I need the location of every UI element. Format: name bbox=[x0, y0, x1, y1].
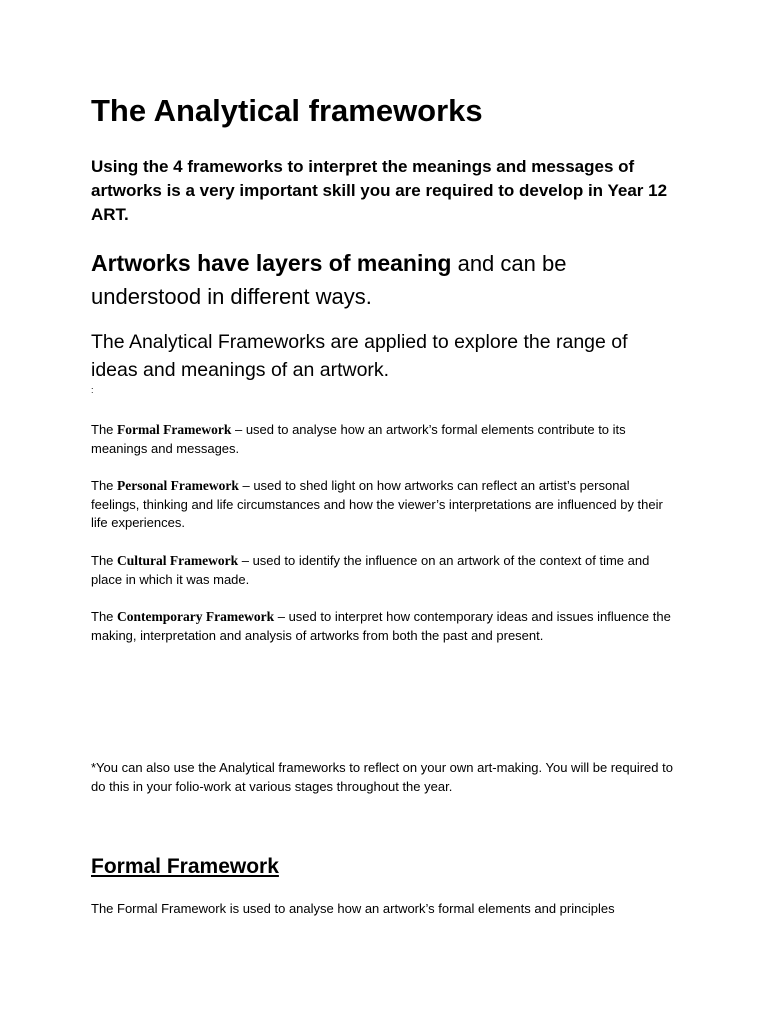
framework-prefix: The bbox=[91, 609, 118, 624]
framework-prefix: The bbox=[91, 478, 118, 493]
page-title: The Analytical frameworks bbox=[91, 93, 483, 128]
framework-name: Cultural Framework bbox=[117, 553, 239, 568]
formal-framework-intro: The Formal Framework is used to analyse how an artwork’s formal elements and principles bbox=[91, 901, 615, 916]
framework-prefix: The bbox=[91, 553, 118, 568]
formal-framework-heading: Formal Framework bbox=[91, 855, 279, 878]
stray-colon: : bbox=[91, 385, 94, 395]
reflection-note: *You can also use the Analytical frameworks to reflect on your own art-making. You will be required to do this in your folio-work at various stages throughout the year. bbox=[91, 760, 673, 794]
framework-prefix: The bbox=[91, 422, 118, 437]
cultural-framework-paragraph bbox=[91, 552, 676, 589]
contemporary-framework-paragraph bbox=[91, 608, 676, 645]
formal-framework-paragraph bbox=[91, 421, 676, 458]
framework-description: – used to shed light on how artworks can reflect an artist’s personal feelings, thinking and life circumstances and how the viewer’s interpretations are influenced by their life experiences. bbox=[91, 478, 663, 530]
layers-of-meaning-emphasis: Artworks have layers of meaning bbox=[91, 250, 452, 276]
framework-name: Formal Framework bbox=[117, 422, 232, 437]
framework-name: Contemporary Framework bbox=[117, 609, 275, 624]
layers-of-meaning-rest: and can be understood in different ways. bbox=[91, 251, 567, 309]
personal-framework-paragraph bbox=[91, 477, 676, 533]
framework-description: – used to identify the influence on an artwork of the context of time and place in which it was made. bbox=[91, 553, 650, 587]
framework-description: – used to interpret how contemporary ideas and issues influence the making, interpretation and analysis of artworks from both the past and present. bbox=[91, 609, 671, 643]
frameworks-applied-paragraph: The Analytical Frameworks are applied to explore the range of ideas and meanings of an artwork. bbox=[91, 331, 628, 381]
framework-description: – used to analyse how an artwork’s formal elements contribute to its meanings and messages. bbox=[91, 422, 626, 456]
layers-of-meaning-paragraph bbox=[91, 247, 651, 313]
intro-paragraph: Using the 4 frameworks to interpret the meanings and messages of artworks is a very important skill you are required to develop in Year 12 ART. bbox=[91, 157, 668, 224]
framework-name: Personal Framework bbox=[117, 478, 239, 493]
